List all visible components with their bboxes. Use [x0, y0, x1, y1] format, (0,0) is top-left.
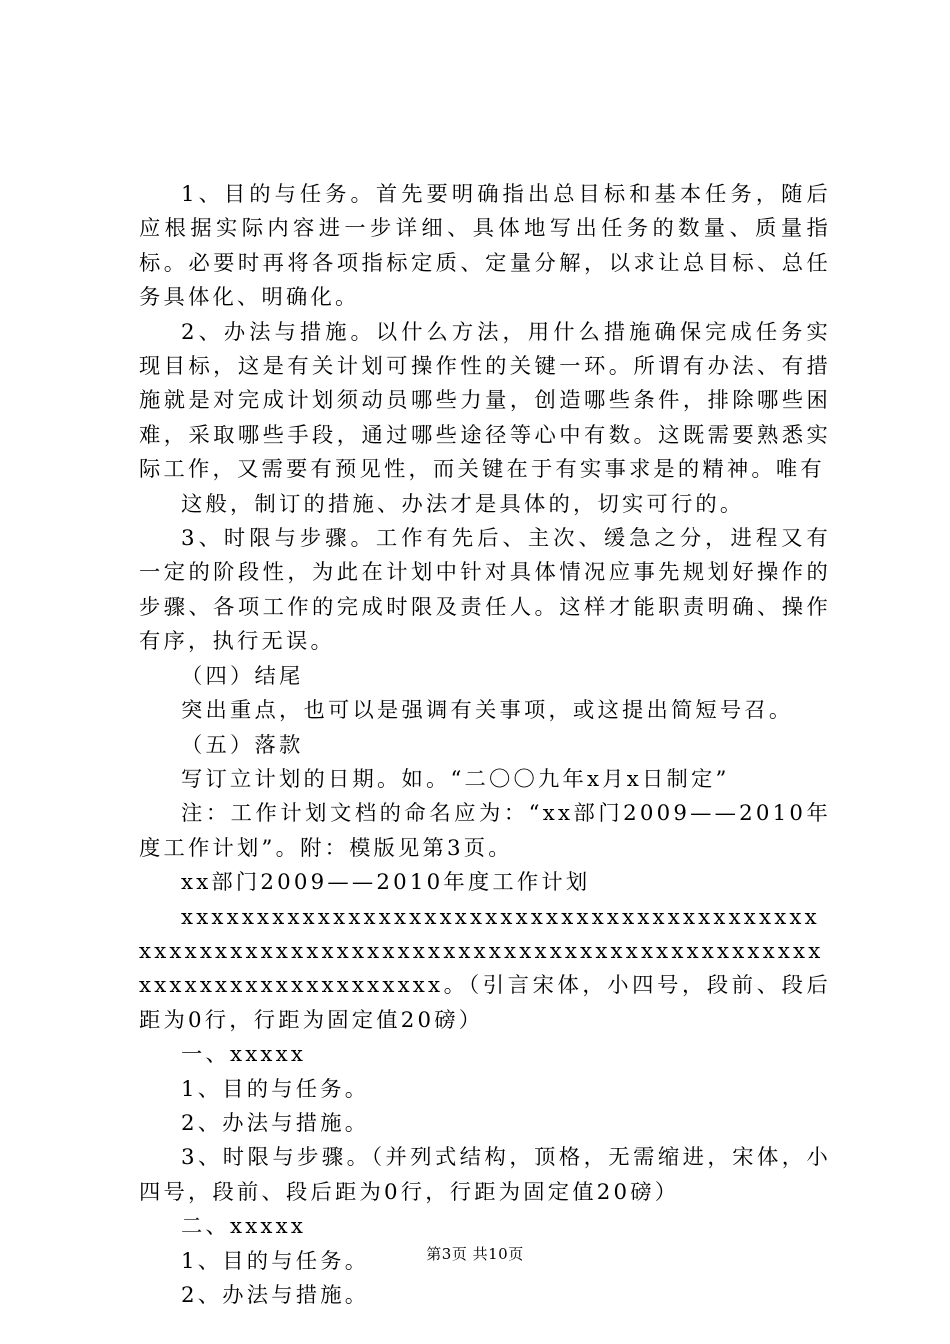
- section-heading-signature: （五）落款: [181, 732, 304, 758]
- template-heading-two: 二、xxxxx: [181, 1214, 307, 1240]
- document-body: [139, 178, 831, 1313]
- paragraph-naming-note: 注：工作计划文档的命名应为：“xx部门2009——2010年度工作计划”。附：模版见第3页。: [139, 801, 831, 861]
- section-heading-ending: （四）结尾: [181, 663, 304, 689]
- paragraph-signature-date: 写订立计划的日期。如。“二〇〇九年x月x日制定”: [181, 766, 730, 792]
- paragraph-time-and-steps: 3、时限与步骤。工作有先后、主次、缓急之分，进程又有一定的阶段性，为此在计划中针对具体情况应事先规划好操作的步骤、各项工作的完成时限及责任人。这样才能职责明确、操作有序，执行无误。: [139, 526, 831, 655]
- template-item-goal-2: 1、目的与任务。: [181, 1248, 370, 1274]
- paragraph-methods-and-measures: 2、办法与措施。以什么方法，用什么措施确保完成任务实现目标，这是有关计划可操作性的关键一环。所谓有办法、有措施就是对完成计划须动员哪些力量，创造哪些条件，排除哪些困难，采取哪些手段，通过哪些途径等心中有数。这既需要熟悉实际工作，又需要有预见性，而关键在于有实事求是的精神。唯有: [139, 319, 831, 483]
- template-item-goal: 1、目的与任务。: [181, 1076, 370, 1102]
- template-item-methods-2: 2、办法与措施。: [181, 1283, 370, 1308]
- page-number-footer: 第3页 共10页: [426, 1245, 524, 1263]
- paragraph-methods-continued: 这般，制订的措施、办法才是具体的，切实可行的。: [181, 491, 745, 517]
- template-title: xx部门2009——2010年度工作计划: [181, 870, 591, 896]
- template-heading-one: 一、xxxxx: [181, 1042, 307, 1068]
- paragraph-goal-and-task: 1、目的与任务。首先要明确指出总目标和基本任务，随后应根据实际内容进一步详细、具体地写出任务的数量、质量指标。必要时再将各项指标定质、定量分解，以求让总目标、总任务具体化、明确化。: [139, 182, 831, 311]
- template-item-steps: 3、时限与步骤。（并列式结构，顶格，无需缩进，宋体，小四号，段前、段后距为0行，行距为固定值20磅）: [139, 1145, 831, 1205]
- template-item-methods: 2、办法与措施。: [181, 1110, 370, 1136]
- paragraph-ending: 突出重点，也可以是强调有关事项，或这提出简短号召。: [181, 698, 794, 724]
- template-introduction: xxxxxxxxxxxxxxxxxxxxxxxxxxxxxxxxxxxxxxxxxxxxxxxxxxxxxxxxxxxxxxxxxxxxxxxxxxxxxxxxxxxxxxxxxxxxxxxxxxxxxxxxxxx。（引言宋体，小四号，段前、段后距为0行，行距为固定值20磅）: [139, 904, 831, 1033]
